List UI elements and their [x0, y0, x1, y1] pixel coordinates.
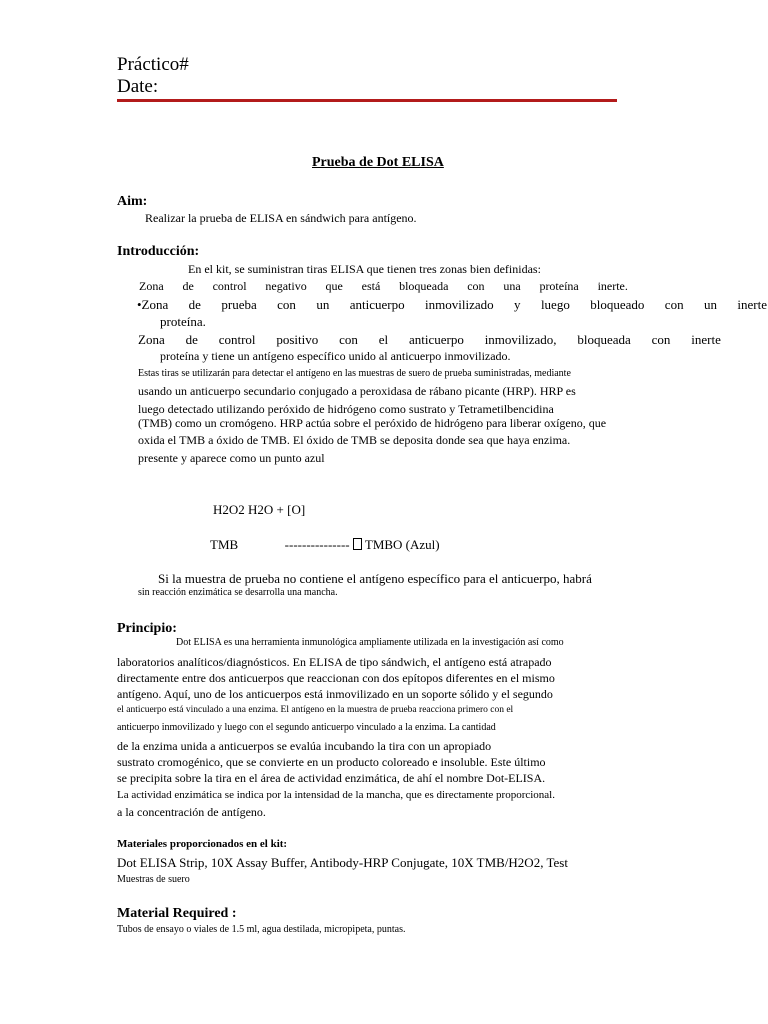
justified-word: bloqueado [590, 297, 645, 312]
materials-line-2: Muestras de suero [117, 874, 190, 885]
justified-word: de [185, 332, 198, 347]
zone-test-line2: proteína. [160, 314, 206, 329]
justified-word: anticuerpo [349, 297, 405, 312]
equation-tmb [210, 537, 440, 553]
zone-negative-control-text [139, 279, 628, 294]
justified-word: control [212, 279, 247, 293]
justified-word: el [378, 332, 389, 347]
principle-line-11: a la concentración de antígeno. [117, 805, 266, 819]
zone-positive-control [138, 332, 721, 348]
practice-label: Práctico# [117, 54, 189, 75]
justified-word: con [277, 297, 296, 312]
principle-line-6: anticuerpo inmovilizado y luego con el segundo anticuerpo vinculado a la enzima. La cantidad [117, 722, 496, 733]
justified-word: control [218, 332, 256, 347]
justified-word: inerte [737, 297, 767, 312]
intro-lead: En el kit, se suministran tiras ELISA que tienen tres zonas bien definidas: [188, 262, 541, 276]
justified-word: positivo [276, 332, 319, 347]
aim-text: Realizar la prueba de ELISA en sándwich para antígeno. [145, 211, 417, 225]
justified-word: inmovilizado, [484, 332, 557, 347]
justified-word: inerte. [597, 279, 628, 293]
header-rule [117, 99, 617, 102]
justified-word: con [339, 332, 358, 347]
justified-word: inmovilizado [425, 297, 494, 312]
justified-word: un [703, 297, 717, 312]
justified-word: proteína [539, 279, 579, 293]
required-heading: Material Required : [117, 906, 237, 921]
justified-word: anticuerpo [408, 332, 464, 347]
intro-para-line-1: Estas tiras se utilizarán para detectar el antígeno en las muestras de suero de prueba suministradas, mediante [138, 368, 571, 379]
required-text: Tubos de ensayo o viales de 1.5 ml, agua destilada, micropipeta, puntas. [117, 924, 406, 935]
equation-peroxide: H2O2 H2O + [O] [213, 502, 306, 517]
principle-line-1: Dot ELISA es una herramienta inmunológica ampliamente utilizada en la investigación así como [176, 637, 564, 648]
justified-word: bloqueada [577, 332, 631, 347]
arrow-box-icon [353, 538, 362, 550]
intro-para-line-3: luego detectado utilizando peróxido de hidrógeno como sustrato y Tetrametilbencidina [138, 402, 554, 416]
zone-positive-control-text [138, 332, 721, 348]
justified-word: con [664, 297, 684, 312]
justified-word: de [182, 279, 194, 293]
principle-line-2: laboratorios analíticos/diagnósticos. En ELISA de tipo sándwich, el antígeno está atrapado [117, 655, 552, 669]
justified-word: con [651, 332, 671, 347]
justified-word: prueba [221, 297, 257, 312]
aim-heading: Aim: [117, 194, 148, 209]
equation-tmb-left: TMB [210, 537, 239, 552]
justified-word: Zona [138, 332, 165, 347]
principle-line-7: de la enzima unida a anticuerpos se evalúa incubando la tira con un apropiado [117, 739, 492, 753]
justified-word: Zona [139, 279, 164, 293]
principle-line-5: el anticuerpo está vinculado a una enzima. El antígeno en la muestra de prueba reacciona primero con el [117, 705, 514, 715]
intro-para-line-5: oxida el TMB a óxido de TMB. El óxido de TMB se deposita donde sea que haya enzima. [138, 433, 571, 447]
intro-para-line-6: presente y aparece como un punto azul [138, 451, 325, 465]
justified-word: un [316, 297, 330, 312]
principle-line-4: antígeno. Aquí, uno de los anticuerpos está inmovilizado en un soporte sólido y el segundo [117, 687, 553, 701]
justified-word: bloqueada [399, 279, 449, 293]
justified-word: de [188, 297, 201, 312]
materials-line-1: Dot ELISA Strip, 10X Assay Buffer, Antibody-HRP Conjugate, 10X TMB/H2O2, Test [117, 855, 568, 870]
negative-result-line-1: Si la muestra de prueba no contiene el antígeno específico para el anticuerpo, habrá [158, 571, 592, 586]
principle-line-10: La actividad enzimática se indica por la intensidad de la mancha, que es directamente proporcional. [117, 789, 555, 801]
zone-negative-control [139, 279, 628, 294]
justified-word: con [467, 279, 485, 293]
page-title: Prueba de Dot ELISA [312, 155, 444, 170]
principle-line-9: se precipita sobre la tira en el área de actividad enzimática, de ahí el nombre Dot-ELISA. [117, 771, 546, 785]
intro-heading: Introducción: [117, 244, 200, 259]
justified-word: una [503, 279, 521, 293]
principle-heading: Principio: [117, 621, 177, 636]
justified-word: luego [540, 297, 570, 312]
justified-word: y [514, 297, 521, 312]
materials-heading: Materiales proporcionados en el kit: [117, 838, 288, 850]
justified-word: •Zona [137, 297, 169, 312]
justified-word: negativo [265, 279, 307, 293]
zone-test-text [137, 297, 767, 313]
justified-word: que [325, 279, 343, 293]
justified-word: inerte [691, 332, 721, 347]
justified-word: está [361, 279, 381, 293]
intro-para-line-2: usando un anticuerpo secundario conjugado a peroxidasa de rábano picante (HRP). HRP es [138, 384, 576, 398]
zone-positive-control-line2: proteína y tiene un antígeno específico unido al anticuerpo inmovilizado. [160, 349, 511, 363]
zone-test [137, 297, 767, 313]
principle-line-8: sustrato cromogénico, que se convierte en un producto coloreado e insoluble. Este último [117, 755, 546, 769]
date-label: Date: [117, 76, 159, 97]
principle-line-3: directamente entre dos anticuerpos que reaccionan con dos epítopos diferentes en el mismo [117, 671, 555, 685]
equation-tmb-right: TMBO (Azul) [364, 537, 440, 552]
equation-tmb-arrow: --------------- [284, 537, 350, 552]
intro-para-line-4: (TMB) como un cromógeno. HRP actúa sobre el peróxido de hidrógeno para liberar oxígeno, que [138, 416, 607, 430]
negative-result-line-2: sin reacción enzimática se desarrolla una mancha. [138, 587, 338, 598]
